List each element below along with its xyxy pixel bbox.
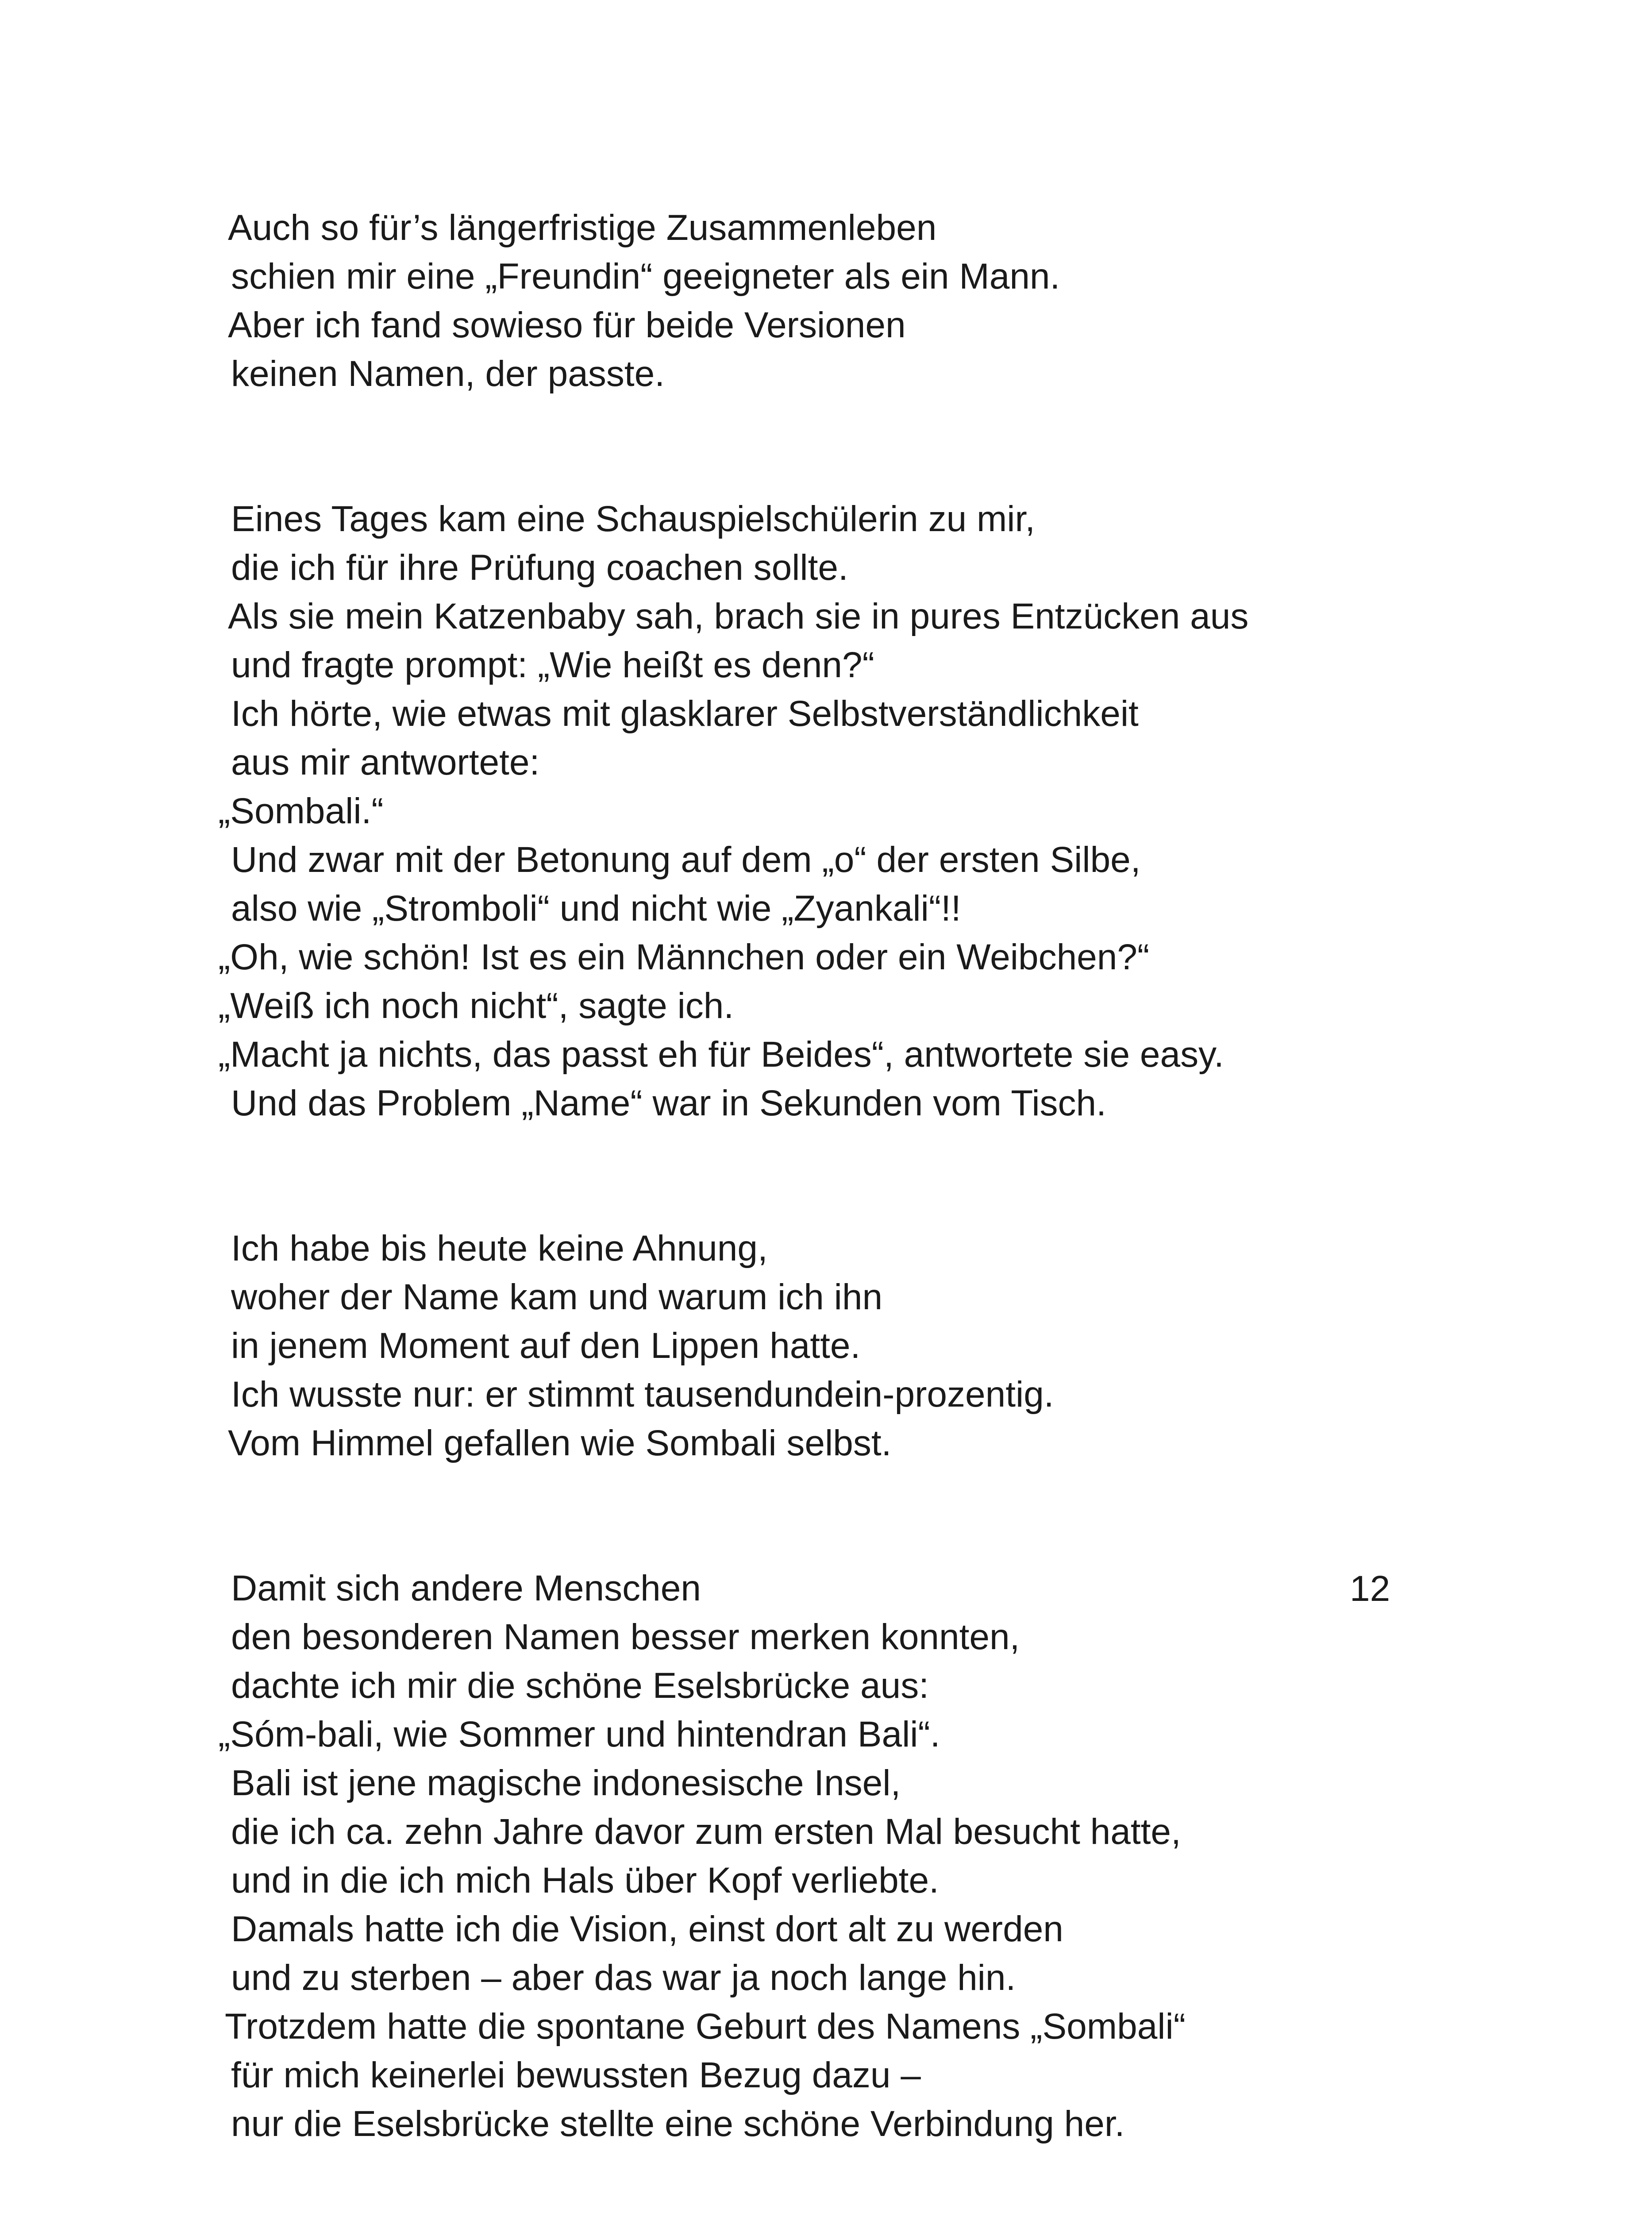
text-line: „Sóm-bali, wie Sommer und hintendran Bali“. [218, 1714, 940, 1754]
text-line: Und das Problem „Name“ war in Sekunden vom Tisch. [231, 1083, 1106, 1123]
text-line: aus mir antwortete: [231, 742, 540, 783]
text-line: und fragte prompt: „Wie heißt es denn?“ [231, 645, 874, 685]
text-line: nur die Eselsbrücke stellte eine schöne Verbindung her. [231, 2104, 1125, 2144]
text-line: Eines Tages kam eine Schauspielschülerin zu mir, [231, 499, 1036, 539]
text-line: „Weiß ich noch nicht“, sagte ich. [218, 986, 734, 1026]
text-line: und zu sterben – aber das war ja noch lange hin. [231, 1958, 1016, 1998]
text-line: Damit sich andere Menschen [231, 1568, 701, 1608]
text-line: also wie „Stromboli“ und nicht wie „Zyankali“!! [231, 888, 961, 929]
page-number: 12 [1350, 1569, 1390, 1609]
text-line: Vom Himmel gefallen wie Sombali selbst. [228, 1423, 892, 1463]
text-line: schien mir eine „Freundin“ geeigneter als ein Mann. [231, 256, 1060, 297]
stanza [0, 204, 1652, 398]
text-line: Trotzdem hatte die spontane Geburt des Namens „Sombali“ [225, 2006, 1186, 2047]
text-line: dachte ich mir die schöne Eselsbrücke aus: [231, 1666, 929, 1706]
text-line: und in die ich mich Hals über Kopf verliebte. [231, 1860, 939, 1901]
text-line: Auch so für’s längerfristige Zusammenleben [228, 208, 937, 248]
text-line: „Oh, wie schön! Ist es ein Männchen oder ein Weibchen?“ [218, 937, 1150, 977]
text-line: für mich keinerlei bewussten Bezug dazu – [231, 2055, 921, 2095]
text-line: die ich für ihre Prüfung coachen sollte. [231, 547, 848, 588]
text-line: Ich wusste nur: er stimmt tausendundein-prozentig. [231, 1374, 1054, 1415]
text-line: die ich ca. zehn Jahre davor zum ersten Mal besucht hatte, [231, 1812, 1181, 1852]
text-line: keinen Namen, der passte. [231, 354, 665, 394]
text-line: „Macht ja nichts, das passt eh für Beides“, antwortete sie easy. [218, 1034, 1224, 1075]
text-line: „Sombali.“ [218, 791, 384, 831]
text-line: Und zwar mit der Betonung auf dem „o“ der ersten Silbe, [231, 840, 1141, 880]
page-text [0, 204, 1652, 2213]
text-line: Als sie mein Katzenbaby sah, brach sie in pures Entzücken aus [228, 596, 1249, 636]
text-line: woher der Name kam und warum ich ihn [231, 1277, 883, 1317]
text-line: Aber ich fand sowieso für beide Versionen [228, 305, 906, 345]
text-line: den besonderen Namen besser merken konnten, [231, 1617, 1020, 1657]
stanza [0, 1224, 1652, 1468]
text-line: Ich habe bis heute keine Ahnung, [231, 1228, 768, 1268]
text-line: in jenem Moment auf den Lippen hatte. [231, 1326, 861, 1366]
text-line: Ich hörte, wie etwas mit glasklarer Selbstverständlichkeit [231, 694, 1139, 734]
stanza [0, 1564, 1652, 2148]
text-line: Damals hatte ich die Vision, einst dort alt zu werden [231, 1909, 1063, 1949]
stanza [0, 495, 1652, 1128]
text-line: Bali ist jene magische indonesische Insel, [231, 1763, 901, 1803]
